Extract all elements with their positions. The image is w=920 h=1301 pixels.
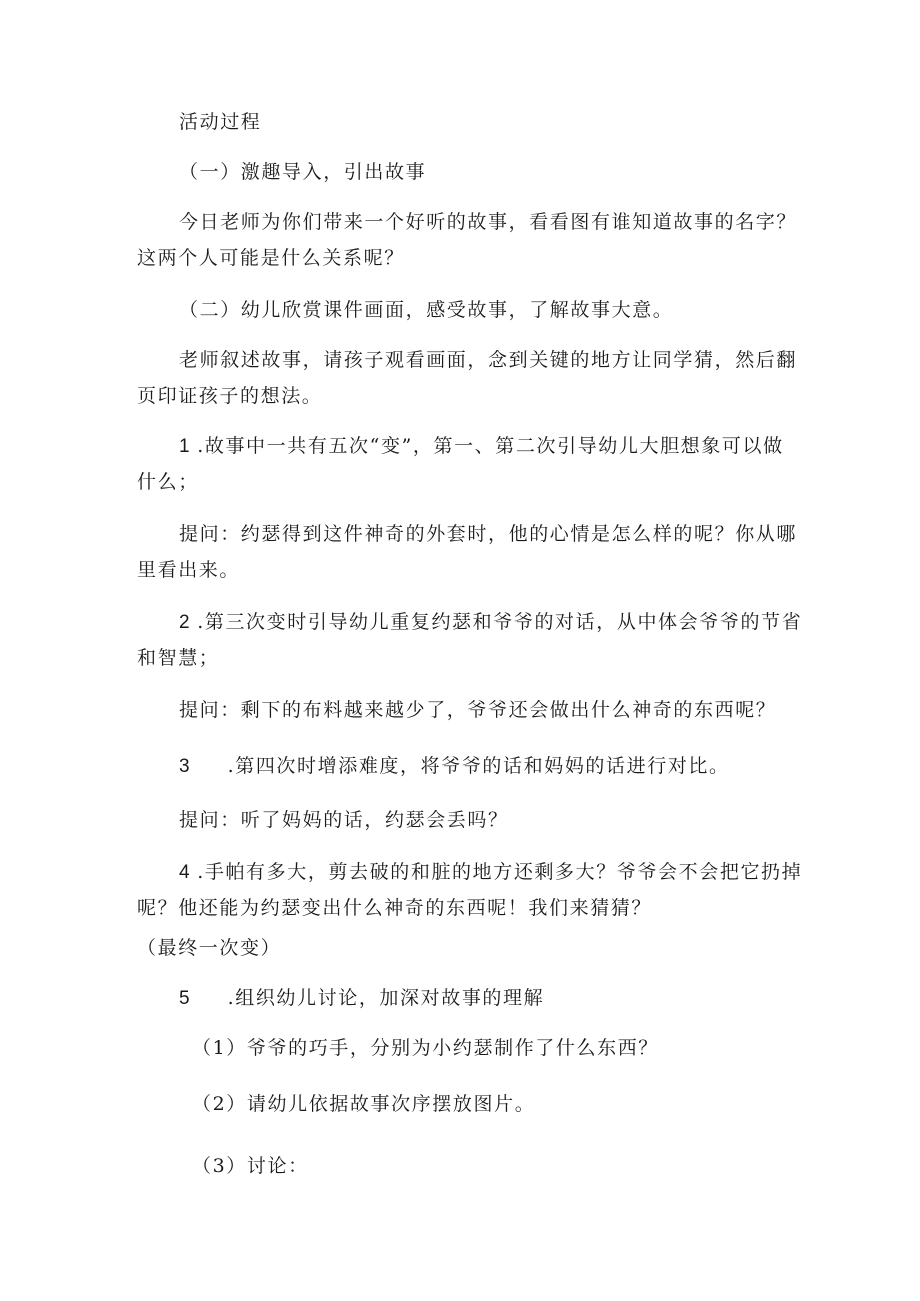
section-2-paragraph-line-1: 老师叙述故事，请孩子观看画面，念到关键的地方让同学猜，然后翻	[179, 349, 798, 371]
item-1-number: 1	[179, 436, 190, 457]
item-1-line-2: 什么；	[137, 471, 199, 493]
item-3-line	[179, 754, 730, 779]
section-1-paragraph-line-2: 这两个人可能是什么关系呢？	[137, 247, 405, 269]
item-2-line-1	[179, 610, 802, 635]
item-5-sub-2: （2）请幼儿依据故事次序摆放图片。	[192, 1093, 536, 1115]
item-5-number: 5	[179, 988, 190, 1009]
item-5-line	[179, 986, 544, 1011]
item-4-number: 4	[179, 862, 190, 883]
section-2-paragraph-line-2: 页印证孩子的想法。	[137, 385, 323, 407]
section-1-title: （一）激趣导入，引出故事	[179, 161, 427, 183]
item-2-question: 提问：剩下的布料越来越少了，爷爷还会做出什么神奇的东西呢？	[179, 699, 777, 721]
item-1-question-line-2: 里看出来。	[137, 559, 241, 581]
item-1-question-line-1: 提问：约瑟得到这件神奇的外套时，他的心情是怎么样的呢？你从哪	[179, 523, 798, 545]
item-5-sub-1: （1）爷爷的巧手，分别为小约瑟制作了什么东西？	[192, 1037, 659, 1059]
item-3-text: .第四次时增添难度，将爷爷的话和妈妈的话进行对比。	[227, 755, 730, 777]
item-3-number: 3	[179, 756, 190, 777]
item-5-sub-3: （3）讨论：	[192, 1155, 309, 1177]
item-4-line-3: （最终一次变）	[137, 937, 282, 959]
item-2-line-2: 和智慧；	[137, 647, 220, 669]
section-2-title: （二）幼儿欣赏课件画面，感受故事，了解故事大意。	[179, 299, 674, 321]
item-4-line-1	[179, 860, 802, 885]
item-4-line-2: 呢？他还能为约瑟变出什么神奇的东西呢！我们来猜猜？	[137, 897, 653, 919]
section-heading: 活动过程	[179, 111, 262, 133]
item-3-question: 提问：听了妈妈的话，约瑟会丢吗？	[179, 809, 509, 831]
item-4-text: .手帕有多大，剪去破的和脏的地方还剩多大？爷爷会不会把它扔掉	[197, 861, 803, 883]
item-2-text: .第三次变时引导幼儿重复约瑟和爷爷的对话，从中体会爷爷的节省	[197, 611, 803, 633]
item-1-line-1	[179, 434, 784, 459]
item-2-number: 2	[179, 612, 190, 633]
section-1-paragraph-line-1: 今日老师为你们带来一个好听的故事，看看图有谁知道故事的名字？	[179, 211, 798, 233]
item-5-text: .组织幼儿讨论，加深对故事的理解	[227, 987, 545, 1009]
item-1-text: .故事中一共有五次“变”，第一、第二次引导幼儿大胆想象可以做	[197, 435, 784, 457]
